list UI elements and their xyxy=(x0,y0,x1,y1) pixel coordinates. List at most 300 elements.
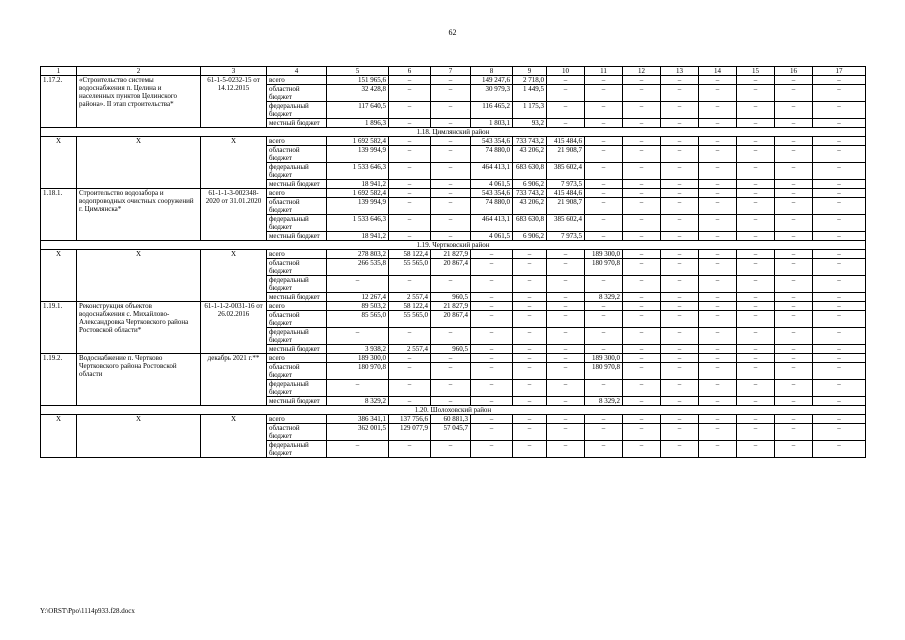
funding-source: областной бюджет xyxy=(267,198,327,215)
amount-cell: – xyxy=(389,380,431,397)
amount-cell: – xyxy=(585,198,623,215)
amount-cell: 415 484,6 xyxy=(547,137,585,146)
amount-cell: – xyxy=(623,380,661,397)
amount-cell: – xyxy=(471,311,513,328)
section-row xyxy=(41,128,866,137)
amount-cell: – xyxy=(661,259,699,276)
funding-source: местный бюджет xyxy=(267,397,327,406)
amount-cell: – xyxy=(813,85,866,102)
amount-cell: – xyxy=(623,441,661,458)
amount-cell: – xyxy=(471,302,513,311)
amount-cell: – xyxy=(813,311,866,328)
amount-cell: – xyxy=(737,328,775,345)
amount-cell: – xyxy=(813,215,866,232)
amount-cell: – xyxy=(775,363,813,380)
amount-cell: 189 300,0 xyxy=(585,250,623,259)
object-name: Водоснабжение п. Чертково Чертковского района Ростовской области xyxy=(77,354,201,406)
amount-cell: – xyxy=(699,163,737,180)
expertise-reference: 61-1-5-0232-15 от 14.12.2015 xyxy=(201,76,267,128)
amount-cell: – xyxy=(775,380,813,397)
amount-cell: 139 994,9 xyxy=(327,146,389,163)
amount-cell: – xyxy=(431,276,471,293)
amount-cell: – xyxy=(389,137,431,146)
amount-cell: – xyxy=(699,250,737,259)
amount-cell: – xyxy=(389,180,431,189)
amount-cell: 683 630,8 xyxy=(513,163,547,180)
amount-cell: – xyxy=(585,424,623,441)
amount-cell: – xyxy=(775,441,813,458)
amount-cell: – xyxy=(813,102,866,119)
amount-cell: – xyxy=(585,189,623,198)
amount-cell: – xyxy=(699,363,737,380)
amount-cell: – xyxy=(737,259,775,276)
amount-cell: – xyxy=(547,250,585,259)
amount-cell: 8 329,2 xyxy=(327,397,389,406)
funding-source: федеральный бюджет xyxy=(267,441,327,458)
amount-cell: – xyxy=(661,146,699,163)
amount-cell: – xyxy=(431,85,471,102)
funding-source: федеральный бюджет xyxy=(267,163,327,180)
funding-source: всего xyxy=(267,354,327,363)
amount-cell: – xyxy=(547,328,585,345)
amount-cell: 385 602,4 xyxy=(547,215,585,232)
amount-cell: – xyxy=(623,232,661,241)
amount-cell: – xyxy=(661,345,699,354)
amount-cell: – xyxy=(623,424,661,441)
item-number: 1.19.2. xyxy=(41,354,77,406)
amount-cell: – xyxy=(775,85,813,102)
amount-cell: – xyxy=(389,354,431,363)
table-row xyxy=(41,354,866,363)
amount-cell: 1 449,5 xyxy=(513,85,547,102)
item-number: 1.18.1. xyxy=(41,189,77,241)
amount-cell: – xyxy=(813,345,866,354)
amount-cell: – xyxy=(775,259,813,276)
amount-cell: – xyxy=(623,146,661,163)
amount-cell: – xyxy=(471,424,513,441)
amount-cell: – xyxy=(775,345,813,354)
amount-cell: – xyxy=(623,180,661,189)
amount-cell: 2 557,4 xyxy=(389,293,431,302)
amount-cell: – xyxy=(661,276,699,293)
amount-cell: – xyxy=(661,424,699,441)
amount-cell: – xyxy=(623,163,661,180)
amount-cell: – xyxy=(547,354,585,363)
amount-cell: – xyxy=(661,311,699,328)
amount-cell: – xyxy=(585,328,623,345)
funding-source: федеральный бюджет xyxy=(267,102,327,119)
amount-cell: – xyxy=(623,293,661,302)
amount-cell: – xyxy=(471,363,513,380)
amount-cell: – xyxy=(737,311,775,328)
funding-source: областной бюджет xyxy=(267,146,327,163)
amount-cell: – xyxy=(699,380,737,397)
amount-cell: – xyxy=(471,397,513,406)
amount-cell: – xyxy=(813,76,866,85)
amount-cell: – xyxy=(547,302,585,311)
section-title: 1.18. Цимлянский район xyxy=(41,128,866,137)
amount-cell: – xyxy=(661,397,699,406)
budget-table xyxy=(40,66,866,458)
column-number: 14 xyxy=(699,67,737,76)
amount-cell: – xyxy=(699,215,737,232)
object-name: Х xyxy=(77,415,201,458)
amount-cell: – xyxy=(623,85,661,102)
funding-source: федеральный бюджет xyxy=(267,276,327,293)
amount-cell: 93,2 xyxy=(513,119,547,128)
table-row xyxy=(41,415,866,424)
amount-cell: – xyxy=(431,397,471,406)
amount-cell: 58 122,4 xyxy=(389,250,431,259)
amount-cell: – xyxy=(813,137,866,146)
amount-cell: – xyxy=(389,163,431,180)
amount-cell: 189 300,0 xyxy=(585,354,623,363)
amount-cell: 180 970,8 xyxy=(585,259,623,276)
amount-cell: 60 881,3 xyxy=(431,415,471,424)
amount-cell: – xyxy=(585,441,623,458)
amount-cell: – xyxy=(699,119,737,128)
amount-cell: – xyxy=(431,76,471,85)
amount-cell: – xyxy=(471,441,513,458)
item-number: Х xyxy=(41,137,77,189)
amount-cell: – xyxy=(775,215,813,232)
column-number: 4 xyxy=(267,67,327,76)
amount-cell: – xyxy=(585,232,623,241)
amount-cell: – xyxy=(813,441,866,458)
amount-cell: 543 354,6 xyxy=(471,137,513,146)
amount-cell: – xyxy=(431,180,471,189)
amount-cell: – xyxy=(389,85,431,102)
table-row xyxy=(41,250,866,259)
amount-cell: 266 535,8 xyxy=(327,259,389,276)
amount-cell: – xyxy=(513,354,547,363)
amount-cell: – xyxy=(389,215,431,232)
column-number: 3 xyxy=(201,67,267,76)
funding-source: областной бюджет xyxy=(267,424,327,441)
amount-cell: – xyxy=(737,250,775,259)
amount-cell: – xyxy=(661,85,699,102)
amount-cell: 733 743,2 xyxy=(513,189,547,198)
amount-cell: – xyxy=(699,137,737,146)
amount-cell: – xyxy=(699,397,737,406)
expertise-reference: Х xyxy=(201,250,267,302)
item-number: Х xyxy=(41,250,77,302)
object-name: Х xyxy=(77,250,201,302)
amount-cell: – xyxy=(431,189,471,198)
amount-cell: – xyxy=(775,102,813,119)
funding-source: всего xyxy=(267,76,327,85)
amount-cell: – xyxy=(813,119,866,128)
amount-cell: – xyxy=(585,180,623,189)
amount-cell: – xyxy=(513,293,547,302)
amount-cell: – xyxy=(737,232,775,241)
amount-cell: – xyxy=(813,363,866,380)
amount-cell: – xyxy=(623,363,661,380)
amount-cell: – xyxy=(513,302,547,311)
amount-cell: – xyxy=(775,276,813,293)
amount-cell: – xyxy=(585,102,623,119)
amount-cell: 116 465,2 xyxy=(471,102,513,119)
amount-cell: – xyxy=(699,180,737,189)
amount-cell: – xyxy=(513,380,547,397)
amount-cell: – xyxy=(547,102,585,119)
item-number: Х xyxy=(41,415,77,458)
amount-cell: – xyxy=(699,189,737,198)
amount-cell: 415 484,6 xyxy=(547,189,585,198)
amount-cell: – xyxy=(623,276,661,293)
section-title: 1.20. Шолоховский район xyxy=(41,406,866,415)
amount-cell: 43 206,2 xyxy=(513,146,547,163)
amount-cell: – xyxy=(661,302,699,311)
amount-cell: – xyxy=(327,380,389,397)
funding-source: федеральный бюджет xyxy=(267,328,327,345)
column-number: 2 xyxy=(77,67,201,76)
amount-cell: – xyxy=(775,250,813,259)
amount-cell: – xyxy=(389,328,431,345)
amount-cell: – xyxy=(699,293,737,302)
amount-cell: – xyxy=(547,85,585,102)
expertise-reference: 61-1-1-2-0031-16 от 26.02.2016 xyxy=(201,302,267,354)
amount-cell: – xyxy=(471,415,513,424)
object-name: Х xyxy=(77,137,201,189)
amount-cell: – xyxy=(585,380,623,397)
amount-cell: – xyxy=(699,328,737,345)
amount-cell: – xyxy=(431,119,471,128)
amount-cell: – xyxy=(661,328,699,345)
amount-cell: – xyxy=(813,276,866,293)
amount-cell: – xyxy=(737,276,775,293)
amount-cell: 89 503,2 xyxy=(327,302,389,311)
amount-cell: – xyxy=(737,180,775,189)
amount-cell: – xyxy=(737,354,775,363)
funding-source: местный бюджет xyxy=(267,293,327,302)
amount-cell: 464 413,1 xyxy=(471,163,513,180)
table-row xyxy=(41,302,866,311)
amount-cell: – xyxy=(431,102,471,119)
amount-cell: – xyxy=(389,441,431,458)
amount-cell: – xyxy=(547,363,585,380)
amount-cell: 1 896,3 xyxy=(327,119,389,128)
amount-cell: – xyxy=(661,119,699,128)
amount-cell: – xyxy=(623,259,661,276)
amount-cell: – xyxy=(471,293,513,302)
amount-cell: – xyxy=(775,293,813,302)
amount-cell: 180 970,8 xyxy=(585,363,623,380)
amount-cell: – xyxy=(513,363,547,380)
funding-source: областной бюджет xyxy=(267,363,327,380)
amount-cell: – xyxy=(737,293,775,302)
table-row xyxy=(41,189,866,198)
amount-cell: 7 973,5 xyxy=(547,180,585,189)
expertise-reference: Х xyxy=(201,137,267,189)
amount-cell: 683 630,8 xyxy=(513,215,547,232)
amount-cell: – xyxy=(813,397,866,406)
amount-cell: – xyxy=(431,137,471,146)
amount-cell: – xyxy=(389,363,431,380)
amount-cell: – xyxy=(431,380,471,397)
amount-cell: – xyxy=(431,146,471,163)
amount-cell: – xyxy=(431,232,471,241)
amount-cell: – xyxy=(513,311,547,328)
amount-cell: – xyxy=(699,85,737,102)
amount-cell: 21 908,7 xyxy=(547,198,585,215)
amount-cell: – xyxy=(737,189,775,198)
amount-cell: – xyxy=(813,328,866,345)
amount-cell: 55 565,0 xyxy=(389,259,431,276)
amount-cell: – xyxy=(585,137,623,146)
amount-cell: – xyxy=(623,354,661,363)
amount-cell: – xyxy=(661,415,699,424)
amount-cell: – xyxy=(737,363,775,380)
amount-cell: – xyxy=(775,163,813,180)
amount-cell: – xyxy=(389,76,431,85)
amount-cell: – xyxy=(513,328,547,345)
amount-cell: – xyxy=(623,415,661,424)
funding-source: федеральный бюджет xyxy=(267,215,327,232)
column-number: 1 xyxy=(41,67,77,76)
funding-source: местный бюджет xyxy=(267,119,327,128)
item-number: 1.19.1. xyxy=(41,302,77,354)
amount-cell: – xyxy=(699,76,737,85)
amount-cell: – xyxy=(699,302,737,311)
amount-cell: – xyxy=(471,328,513,345)
amount-cell: 21 908,7 xyxy=(547,146,585,163)
amount-cell: 30 979,3 xyxy=(471,85,513,102)
amount-cell: – xyxy=(471,380,513,397)
amount-cell: – xyxy=(547,345,585,354)
amount-cell: – xyxy=(737,415,775,424)
amount-cell: – xyxy=(661,354,699,363)
amount-cell: – xyxy=(737,85,775,102)
amount-cell: – xyxy=(775,189,813,198)
column-number: 15 xyxy=(737,67,775,76)
amount-cell: 32 428,8 xyxy=(327,85,389,102)
page-number: 62 xyxy=(448,28,457,37)
amount-cell: 58 122,4 xyxy=(389,302,431,311)
amount-cell: 3 938,2 xyxy=(327,345,389,354)
funding-source: всего xyxy=(267,250,327,259)
amount-cell: 151 965,6 xyxy=(327,76,389,85)
amount-cell: – xyxy=(513,424,547,441)
amount-cell: – xyxy=(585,119,623,128)
amount-cell: – xyxy=(699,198,737,215)
amount-cell: – xyxy=(813,146,866,163)
amount-cell: – xyxy=(661,137,699,146)
funding-source: федеральный бюджет xyxy=(267,380,327,397)
item-number: 1.17.2. xyxy=(41,76,77,128)
amount-cell: 180 970,8 xyxy=(327,363,389,380)
amount-cell: – xyxy=(471,259,513,276)
amount-cell: 1 533 646,3 xyxy=(327,163,389,180)
amount-cell: – xyxy=(585,311,623,328)
amount-cell: – xyxy=(547,415,585,424)
amount-cell: – xyxy=(431,441,471,458)
amount-cell: – xyxy=(775,424,813,441)
amount-cell: – xyxy=(737,119,775,128)
amount-cell: – xyxy=(699,102,737,119)
amount-cell: – xyxy=(327,441,389,458)
amount-cell: 2 557,4 xyxy=(389,345,431,354)
amount-cell: – xyxy=(623,302,661,311)
amount-cell: 733 743,2 xyxy=(513,137,547,146)
column-number: 7 xyxy=(431,67,471,76)
column-number: 9 xyxy=(513,67,547,76)
amount-cell: – xyxy=(547,397,585,406)
amount-cell: – xyxy=(389,397,431,406)
amount-cell: 6 906,2 xyxy=(513,232,547,241)
amount-cell: – xyxy=(389,189,431,198)
amount-cell: – xyxy=(623,102,661,119)
amount-cell: – xyxy=(471,345,513,354)
amount-cell: – xyxy=(813,180,866,189)
amount-cell: – xyxy=(813,424,866,441)
amount-cell: – xyxy=(737,215,775,232)
amount-cell: – xyxy=(775,302,813,311)
column-number: 5 xyxy=(327,67,389,76)
amount-cell: – xyxy=(699,259,737,276)
expertise-reference: 61-1-1-3-002348-2020 от 31.01.2020 xyxy=(201,189,267,241)
amount-cell: – xyxy=(585,85,623,102)
amount-cell: 74 880,0 xyxy=(471,146,513,163)
amount-cell: 21 827,9 xyxy=(431,302,471,311)
amount-cell: – xyxy=(699,354,737,363)
amount-cell: – xyxy=(737,345,775,354)
amount-cell: – xyxy=(547,424,585,441)
column-number: 17 xyxy=(813,67,866,76)
amount-cell: 43 206,2 xyxy=(513,198,547,215)
amount-cell: – xyxy=(775,328,813,345)
amount-cell: – xyxy=(661,215,699,232)
amount-cell: 543 354,6 xyxy=(471,189,513,198)
amount-cell: – xyxy=(813,415,866,424)
amount-cell: – xyxy=(623,345,661,354)
amount-cell: – xyxy=(775,311,813,328)
amount-cell: – xyxy=(623,198,661,215)
column-number-row xyxy=(41,67,866,76)
amount-cell: – xyxy=(513,250,547,259)
amount-cell: – xyxy=(661,198,699,215)
amount-cell: – xyxy=(471,354,513,363)
amount-cell: 55 565,0 xyxy=(389,311,431,328)
amount-cell: – xyxy=(737,137,775,146)
amount-cell: 2 718,0 xyxy=(513,76,547,85)
amount-cell: – xyxy=(547,276,585,293)
column-number: 11 xyxy=(585,67,623,76)
amount-cell: – xyxy=(661,102,699,119)
amount-cell: 137 756,6 xyxy=(389,415,431,424)
amount-cell: – xyxy=(699,311,737,328)
amount-cell: 18 941,2 xyxy=(327,180,389,189)
amount-cell: – xyxy=(775,76,813,85)
amount-cell: – xyxy=(547,76,585,85)
amount-cell: 278 803,2 xyxy=(327,250,389,259)
amount-cell: – xyxy=(661,293,699,302)
amount-cell: – xyxy=(661,441,699,458)
amount-cell: – xyxy=(431,354,471,363)
funding-source: областной бюджет xyxy=(267,85,327,102)
amount-cell: 149 247,6 xyxy=(471,76,513,85)
amount-cell: – xyxy=(775,415,813,424)
amount-cell: – xyxy=(699,415,737,424)
amount-cell: – xyxy=(775,232,813,241)
column-number: 13 xyxy=(661,67,699,76)
amount-cell: – xyxy=(585,215,623,232)
amount-cell: – xyxy=(623,137,661,146)
amount-cell: – xyxy=(389,146,431,163)
amount-cell: – xyxy=(623,328,661,345)
amount-cell: – xyxy=(775,137,813,146)
amount-cell: 362 001,5 xyxy=(327,424,389,441)
